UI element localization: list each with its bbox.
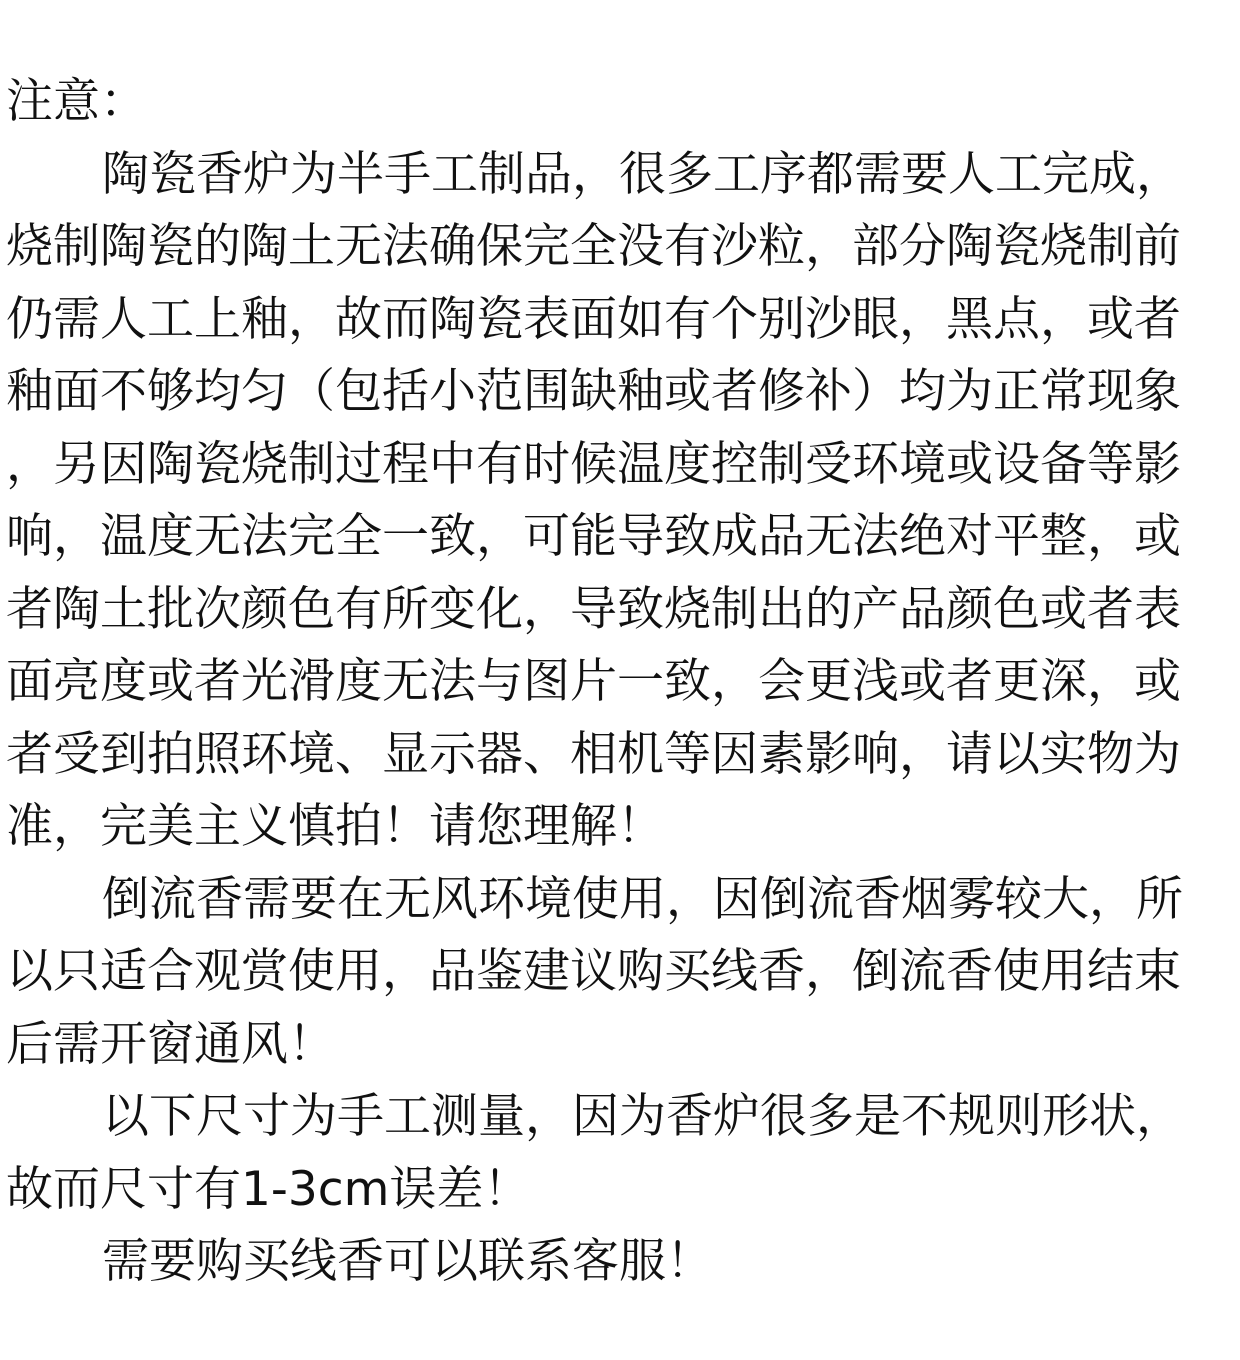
notice-line-10: 准，完美主义慎拍！请您理解！ [6, 799, 664, 854]
notice-line-3: 仍需人工上釉，故而陶瓷表面如有个别沙眼，黑点，或者 [6, 291, 1181, 347]
notice-line-7: 者陶土批次颜色有所变化，导致烧制出的产品颜色或者表 [6, 581, 1181, 637]
notice-line-1: 陶瓷香炉为半手工制品，很多工序都需要人工完成， [102, 146, 1183, 202]
notice-line-5: ，另因陶瓷烧制过程中有时候温度控制受环境或设备等影 [6, 436, 1181, 492]
notice-line-9: 者受到拍照环境、显示器、相机等因素影响，请以实物为 [6, 726, 1181, 782]
notice-line-13: 后需开窗通风！ [6, 1016, 335, 1072]
notice-heading: 注意： [6, 74, 147, 129]
notice-text-block [6, 66, 1234, 1299]
notice-line-6: 响，温度无法完全一致，可能导致成品无法绝对平整，或 [6, 509, 1181, 564]
notice-line-15: 故而尺寸有1-3cm误差！ [6, 1161, 531, 1217]
notice-line-14: 以下尺寸为手工测量，因为香炉很多是不规则形状， [102, 1089, 1183, 1144]
notice-line-12: 以只适合观赏使用，品鉴建议购买线香，倒流香使用结束 [6, 944, 1181, 999]
notice-line-8: 面亮度或者光滑度无法与图片一致，会更浅或者更深，或 [6, 654, 1181, 709]
notice-line-2: 烧制陶瓷的陶土无法确保完全没有沙粒，部分陶瓷烧制前 [6, 219, 1181, 274]
notice-line-16: 需要购买线香可以联系客服！ [102, 1234, 713, 1289]
notice-line-11: 倒流香需要在无风环境使用，因倒流香烟雾较大，所 [102, 871, 1183, 927]
notice-line-4: 釉面不够均匀（包括小范围缺釉或者修补）均为正常现象 [6, 364, 1181, 419]
